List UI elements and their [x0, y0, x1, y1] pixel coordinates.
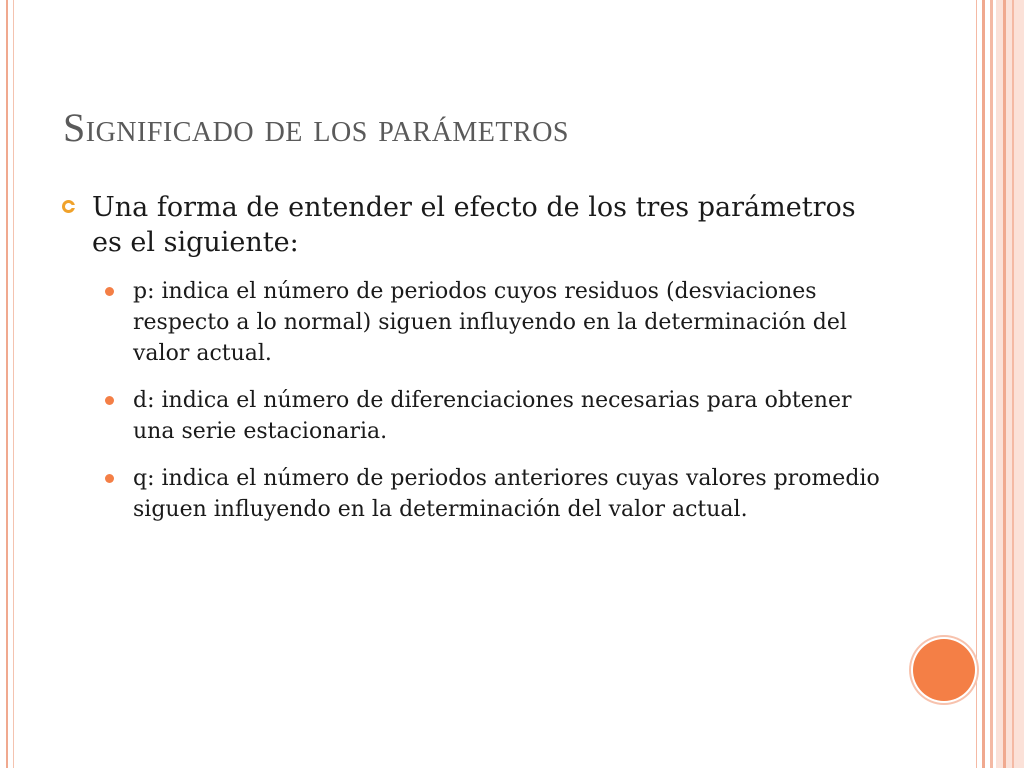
right-stripe	[976, 0, 977, 768]
dot-bullet-icon	[105, 287, 114, 296]
decorative-circle	[913, 639, 975, 701]
slide-content	[62, 190, 892, 541]
dot-bullet-icon	[105, 474, 114, 483]
slide-title: Significado de los parámetros	[63, 105, 569, 150]
bullet-text: Una forma de entender el efecto de los tres parámetros es el siguiente:	[92, 192, 856, 258]
sub-bullet-text: d: indica el número de diferenciaciones necesarias para obtener una serie estacionaria.	[133, 388, 852, 444]
sub-bullet-item	[62, 385, 892, 447]
sub-bullet-text: q: indica el número de periodos anteriores cuyas valores promedio siguen influyendo en la determinación del valor actual.	[133, 466, 880, 522]
right-stripe-band	[996, 0, 1024, 768]
right-stripe	[1012, 0, 1014, 768]
dot-bullet-icon	[105, 396, 114, 405]
sub-bullet-item	[62, 463, 892, 525]
ring-bullet-icon	[62, 200, 75, 213]
right-stripe	[982, 0, 985, 768]
right-stripe	[1003, 0, 1006, 768]
bullet-item	[62, 190, 892, 260]
left-border-line-inner	[13, 0, 14, 768]
sub-bullet-item	[62, 276, 892, 369]
right-stripe	[990, 0, 993, 768]
left-border-line	[6, 0, 8, 768]
sub-bullet-text: p: indica el número de periodos cuyos residuos (desviaciones respecto a lo normal) siguen influyendo en la determinación del valor actual.	[133, 279, 847, 366]
